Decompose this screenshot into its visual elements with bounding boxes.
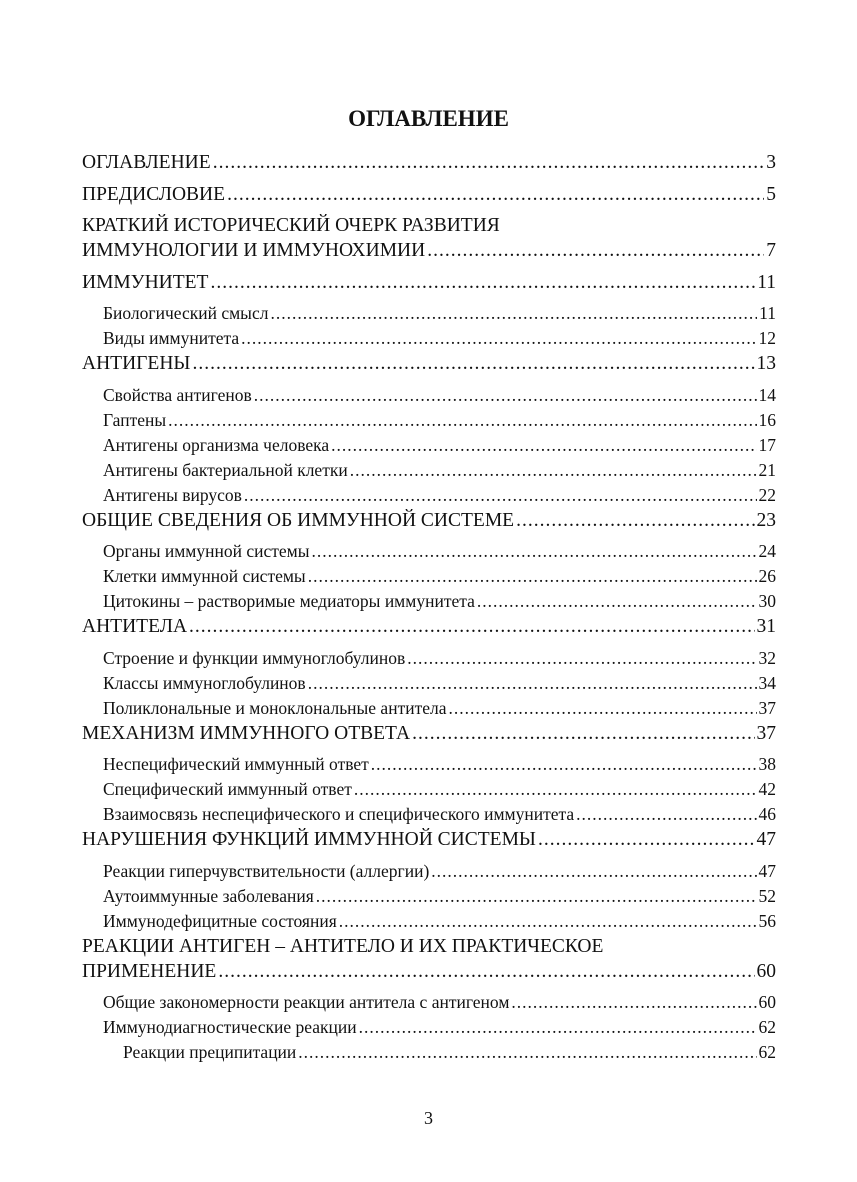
toc-entry-page: 17 (758, 434, 776, 455)
toc-entry[interactable] (82, 301, 776, 326)
dot-leader (192, 351, 754, 376)
toc-entry-page: 23 (756, 509, 776, 531)
toc-entry-page: 37 (756, 722, 776, 744)
toc-entry[interactable] (82, 959, 776, 991)
toc-entry[interactable] (82, 721, 776, 753)
toc-entry-title: ОБЩИЕ СВЕДЕНИЯ ОБ ИММУННОЙ СИСТЕМЕ (82, 509, 515, 531)
toc-entry-page: 3 (766, 152, 776, 173)
toc-entry-page: 11 (759, 303, 776, 323)
toc-entry[interactable] (82, 483, 776, 508)
toc-entry-title: ПРИМЕНЕНИЕ (82, 960, 217, 982)
dot-leader (477, 589, 757, 614)
toc-entry-page: 56 (758, 910, 776, 931)
dot-leader (339, 909, 757, 934)
toc-entry[interactable] (82, 564, 776, 589)
toc-entry-page: 38 (758, 754, 776, 774)
toc-entry-page: 12 (758, 328, 776, 348)
toc-entry-title: Строение и функции иммуноглобулинов (103, 647, 406, 668)
toc-entry-page: 31 (756, 616, 776, 637)
toc-entry[interactable] (82, 1040, 776, 1065)
dot-leader (354, 777, 757, 802)
toc-entry-page: 52 (758, 885, 776, 906)
toc-entry-title: Поликлональные и моноклональные антитела (103, 697, 447, 718)
toc-entry-page: 47 (756, 829, 776, 850)
toc-entry-title: Клетки иммунной системы (103, 566, 306, 586)
toc-entry-page: 60 (758, 992, 776, 1012)
toc-entry-page: 46 (758, 804, 776, 824)
toc-entry[interactable] (82, 752, 776, 777)
dot-leader (427, 238, 764, 263)
toc-entry-title: Неспецифический иммунный ответ (103, 754, 369, 774)
page-title: ОГЛАВЛЕНИЕ (348, 106, 509, 131)
toc-entry-page: 37 (758, 697, 776, 718)
toc-entry[interactable] (82, 433, 776, 458)
dot-leader (308, 671, 757, 696)
dot-leader (316, 884, 757, 909)
toc-entry[interactable] (82, 909, 776, 934)
toc-entry[interactable] (82, 408, 776, 433)
toc-entry-title: Виды иммунитета (103, 328, 240, 348)
toc-entry-title: Реакции преципитации (123, 1042, 297, 1062)
toc-entry-page: 11 (757, 271, 776, 293)
toc-entry-title: Цитокины – растворимые медиаторы иммунитета (103, 591, 475, 611)
dot-leader (359, 1015, 757, 1040)
toc-entry-title: Классы иммуноглобулинов (103, 672, 306, 693)
dot-leader (350, 458, 757, 483)
page-number: 3 (424, 1108, 433, 1128)
dot-leader (189, 614, 754, 639)
dot-leader (270, 301, 757, 326)
dot-leader (308, 564, 757, 589)
dot-leader (371, 752, 757, 777)
toc-entry-title: ПРЕДИСЛОВИЕ (82, 183, 226, 205)
toc-entry-title: Специфический иммунный ответ (103, 779, 352, 799)
toc-entry[interactable] (82, 777, 776, 802)
toc-entry-title: Иммунодиагностические реакции (103, 1017, 357, 1037)
toc-entry[interactable] (82, 1015, 776, 1040)
table-of-contents (82, 150, 776, 1065)
dot-leader (298, 1040, 756, 1065)
toc-entry-title: Антигены бактериальной клетки (103, 459, 348, 480)
toc-entry-page: 60 (756, 960, 776, 982)
dot-leader (218, 959, 754, 984)
toc-entry-title: РЕАКЦИИ АНТИГЕН – АНТИТЕЛО И ИХ ПРАКТИЧЕСКОЕ (82, 935, 604, 957)
toc-entry-page: 62 (758, 1042, 776, 1062)
toc-entry[interactable] (82, 990, 776, 1015)
toc-entry-title: Реакции гиперчувствительности (аллергии) (103, 860, 430, 881)
toc-entry[interactable] (82, 383, 776, 408)
toc-entry-title: ИММУНОЛОГИИ И ИММУНОХИМИИ (82, 240, 426, 261)
toc-entry[interactable] (82, 696, 776, 721)
dot-leader (168, 408, 756, 433)
toc-entry-title: Биологический смысл (103, 303, 269, 323)
toc-entry-title: АНТИТЕЛА (82, 616, 188, 637)
toc-entry-title: Антигены организма человека (103, 434, 330, 455)
toc-entry-title: Органы иммунной системы (103, 541, 310, 561)
toc-entry-title: Свойства антигенов (103, 384, 252, 405)
toc-entry-page: 14 (758, 384, 776, 405)
dot-leader (241, 326, 756, 351)
toc-entry[interactable] (82, 351, 776, 383)
dot-leader (331, 433, 756, 458)
toc-entry[interactable] (82, 859, 776, 884)
dot-leader (407, 646, 756, 671)
toc-entry[interactable] (82, 213, 776, 238)
toc-entry-page: 13 (756, 353, 776, 374)
toc-entry[interactable] (82, 182, 776, 214)
toc-entry[interactable] (82, 802, 776, 827)
dot-leader (311, 539, 756, 564)
toc-entry-title: Взаимосвязь неспецифического и специфического иммунитета (103, 804, 575, 824)
toc-entry[interactable] (82, 589, 776, 614)
toc-entry[interactable] (82, 150, 776, 182)
toc-entry[interactable] (82, 884, 776, 909)
toc-entry-page: 62 (758, 1017, 776, 1037)
dot-leader (516, 508, 754, 533)
dot-leader (254, 383, 757, 408)
toc-entry[interactable] (82, 646, 776, 671)
toc-entry[interactable] (82, 508, 776, 540)
toc-entry-title: НАРУШЕНИЯ ФУНКЦИЙ ИММУННОЙ СИСТЕМЫ (82, 829, 536, 850)
dot-leader (576, 802, 756, 827)
toc-entry[interactable] (82, 827, 776, 859)
dot-leader (412, 721, 754, 746)
toc-entry-title: КРАТКИЙ ИСТОРИЧЕСКИЙ ОЧЕРК РАЗВИТИЯ (82, 215, 500, 236)
toc-entry-title: Общие закономерности реакции антитела с антигеном (103, 992, 510, 1012)
toc-entry[interactable] (82, 539, 776, 564)
toc-entry[interactable] (82, 458, 776, 483)
toc-entry-page: 34 (758, 672, 776, 693)
dot-leader (213, 150, 765, 175)
toc-entry-title: ИММУНИТЕТ (82, 271, 209, 293)
toc-entry-page: 47 (758, 860, 776, 881)
toc-entry-page: 7 (766, 240, 776, 261)
toc-entry[interactable] (82, 934, 776, 959)
toc-entry[interactable] (82, 614, 776, 646)
toc-entry-page: 32 (758, 647, 776, 668)
dot-leader (449, 696, 757, 721)
toc-entry[interactable] (82, 238, 776, 270)
dot-leader (431, 859, 756, 884)
toc-entry-title: ОГЛАВЛЕНИЕ (82, 152, 211, 173)
dot-leader (210, 270, 755, 295)
toc-entry-page: 16 (758, 409, 776, 430)
toc-entry-page: 24 (758, 541, 776, 561)
toc-entry-page: 5 (766, 183, 776, 205)
toc-entry-title: МЕХАНИЗМ ИММУННОГО ОТВЕТА (82, 722, 411, 744)
toc-entry-page: 30 (758, 591, 776, 611)
dot-leader (538, 827, 755, 852)
toc-entry-title: Гаптены (103, 409, 167, 430)
toc-entry-page: 26 (758, 566, 776, 586)
toc-entry-page: 42 (758, 779, 776, 799)
toc-entry[interactable] (82, 270, 776, 302)
dot-leader (244, 483, 757, 508)
toc-entry-title: Иммунодефицитные состояния (103, 910, 337, 931)
toc-entry-title: АНТИГЕНЫ (82, 353, 191, 374)
toc-entry-title: Антигены вирусов (103, 484, 242, 505)
toc-entry-page: 21 (758, 459, 776, 480)
dot-leader (227, 182, 764, 207)
dot-leader (511, 990, 756, 1015)
toc-entry[interactable] (82, 326, 776, 351)
toc-entry-title: Аутоиммунные заболевания (103, 885, 314, 906)
toc-entry-page: 22 (758, 484, 776, 505)
toc-entry[interactable] (82, 671, 776, 696)
